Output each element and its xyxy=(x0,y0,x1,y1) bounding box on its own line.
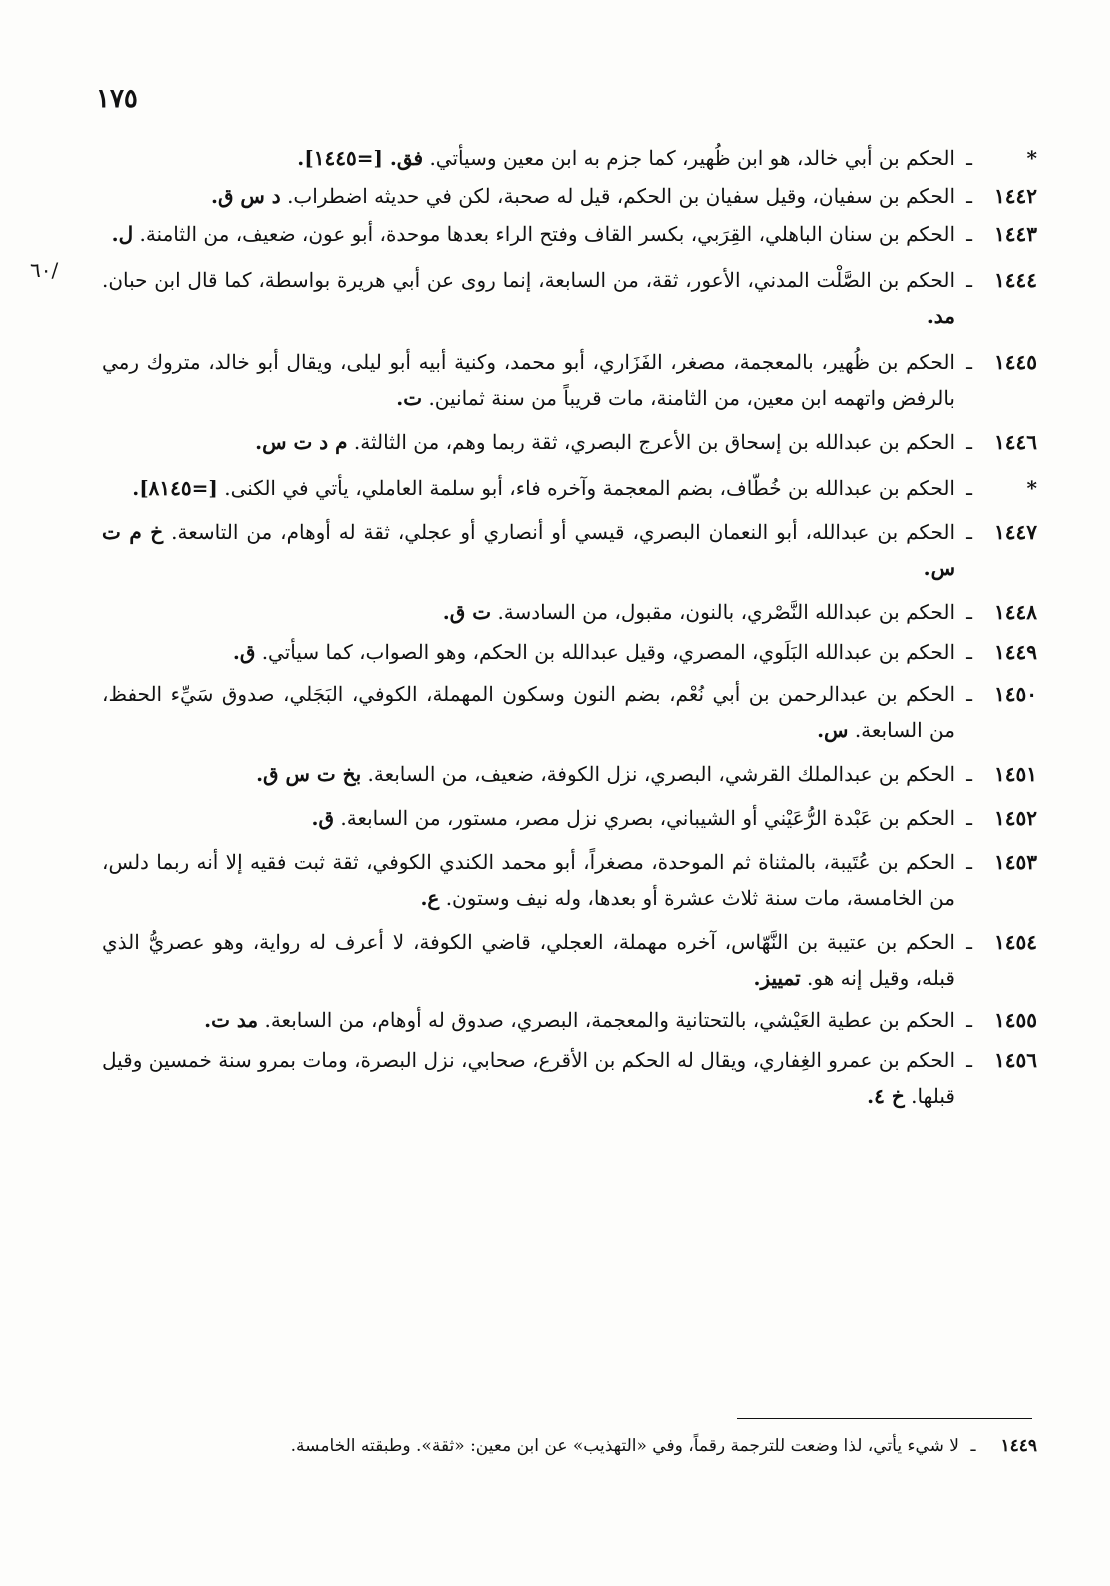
entry-codes: ت. xyxy=(396,386,423,410)
entry-text-block xyxy=(102,676,955,748)
entry-text-block xyxy=(102,1042,955,1114)
entry-text-block xyxy=(102,924,955,996)
entry-codes: س. xyxy=(817,718,849,742)
entry-dash: ـ xyxy=(966,476,972,500)
entry-text-block xyxy=(102,634,955,670)
entry-text: الحكم بن الصَّلْت المدني، الأعور، ثقة، من السابعة، إنما روى عن أبي هريرة بواسطة، كما قال ابن حبان. xyxy=(102,268,955,292)
entry-number: ١٤٥٦ xyxy=(994,1048,1037,1072)
entry-dash: ـ xyxy=(966,762,972,786)
entry-text: الحكم بن عطية العَيْشي، بالتحتانية والمعجمة، البصري، صدوق له أوهام، من السابعة. xyxy=(264,1008,955,1032)
entry-number: ١٤٥٠ xyxy=(994,682,1037,706)
entry-row xyxy=(102,756,1037,792)
margin-note: ٦٠/ xyxy=(30,258,59,282)
entry-dash: ـ xyxy=(966,1048,972,1072)
entry-row xyxy=(102,1042,1037,1114)
entry-text-block xyxy=(102,514,955,586)
footnote-divider xyxy=(737,1418,1032,1419)
entry-dash: ـ xyxy=(966,850,972,874)
entry-text: الحكم بن أبي خالد، هو ابن ظُهير، كما جزم به ابن معين وسيأتي. xyxy=(429,146,955,170)
entry-row xyxy=(102,514,1037,586)
entry-dash: ـ xyxy=(966,682,972,706)
entry-dash: ـ xyxy=(966,268,972,292)
entry-codes: ع. xyxy=(420,886,440,910)
entry-dash: ـ xyxy=(966,222,972,246)
entry-text-block xyxy=(102,140,955,176)
entry-codes: بخ ت س ق. xyxy=(256,762,362,786)
entry-dash: ـ xyxy=(966,350,972,374)
footnote-text: لا شيء يأتي، لذا وضعت للترجمة رقماً، وفي «التهذيب» عن ابن معين: «ثقة». وطبقته الخامسة. xyxy=(290,1436,959,1456)
entry-dash: ـ xyxy=(966,146,972,170)
footnote xyxy=(102,1432,1037,1460)
entry-row xyxy=(102,676,1037,748)
entry-text-block xyxy=(102,424,955,460)
entry-text-block xyxy=(102,844,955,916)
entry-number: ١٤٤٧ xyxy=(994,520,1037,544)
entry-row xyxy=(102,844,1037,916)
entry-number: ١٤٤٥ xyxy=(994,350,1037,374)
entry-text: الحكم بن عبدالله، أبو النعمان البصري، قيسي أو أنصاري أو عجلي، ثقة له أوهام، من التاسعة. xyxy=(171,520,956,544)
entry-text-block xyxy=(102,178,955,214)
entry-number: * xyxy=(1026,146,1037,170)
entry-text: الحكم بن عبدالله البَلَوي، المصري، وقيل عبدالله بن الحكم، وهو الصواب، كما سيأتي. xyxy=(261,640,955,664)
entry-text-block xyxy=(102,1002,955,1038)
entry-text: الحكم بن عُتَيبة، بالمثناة ثم الموحدة، مصغراً، أبو محمد الكندي الكوفي، ثقة ثبت فقيه إلا أنه ربما دلس، من الخامسة، مات سنة ثلاث عشرة أو بعدها، وله نيف وستون. xyxy=(102,850,955,910)
entry-row xyxy=(102,344,1037,416)
entry-number: ١٤٥٢ xyxy=(994,806,1037,830)
entry-number: ١٤٥٣ xyxy=(994,850,1037,874)
biography-entries xyxy=(102,140,1037,1114)
entry-number: ١٤٤٦ xyxy=(994,430,1037,454)
entry-row xyxy=(102,140,1037,176)
entry-text-block xyxy=(102,262,955,334)
entry-number: ١٤٤٩ xyxy=(994,640,1037,664)
entry-text: الحكم بن سفيان، وقيل سفيان بن الحكم، قيل له صحبة، لكن في حديثه اضطراب. xyxy=(287,184,955,208)
entry-text-block xyxy=(102,470,955,506)
entry-text: الحكم بن عبدالرحمن بن أبي نُعْم، بضم النون وسكون المهملة، الكوفي، البَجَلي، صدوق سَيِّء الحفظ، من السابعة. xyxy=(102,682,955,742)
entry-number: ١٤٤٢ xyxy=(994,184,1037,208)
entry-dash: ـ xyxy=(966,1008,972,1032)
entry-text-block xyxy=(102,756,955,792)
entry-number: * xyxy=(1026,476,1037,500)
entry-text: الحكم بن عمرو الغِفاري، ويقال له الحكم بن الأقرع، صحابي، نزل البصرة، ومات بمرو سنة خمسين وقيل قبلها. xyxy=(102,1048,955,1108)
entry-number: ١٤٤٤ xyxy=(994,268,1037,292)
entry-text-block xyxy=(102,216,955,252)
entry-dash: ـ xyxy=(966,640,972,664)
entry-dash: ـ xyxy=(966,930,972,954)
entry-text: الحكم بن عبدالله بن إسحاق بن الأعرج البصري، ثقة ربما وهم، من الثالثة. xyxy=(353,430,955,454)
entry-row xyxy=(102,924,1037,996)
entry-dash: ـ xyxy=(966,806,972,830)
entry-codes: ق. xyxy=(311,806,334,830)
entry-text: الحكم بن سنان الباهلي، القِرَبي، بكسر القاف وفتح الراء بعدها موحدة، أبو عون، ضعيف، من الثامنة. xyxy=(139,222,955,246)
entry-codes: م د ت س. xyxy=(255,430,348,454)
entry-row xyxy=(102,178,1037,214)
footnote-number: ١٤٤٩ xyxy=(1000,1436,1037,1456)
entry-dash: ـ xyxy=(966,430,972,454)
entry-codes: مد ت. xyxy=(204,1008,259,1032)
entry-text-block xyxy=(102,594,955,630)
entry-codes: مد. xyxy=(926,304,955,328)
entry-number: ١٤٥٤ xyxy=(994,930,1037,954)
entry-number: ١٤٤٣ xyxy=(994,222,1037,246)
entry-codes: ت ق. xyxy=(442,600,492,624)
footnote-dash: ـ xyxy=(970,1436,976,1456)
entry-codes: تمييز. xyxy=(753,966,801,990)
entry-text: الحكم بن عبدالله بن خُطّاف، بضم المعجمة وآخره فاء، أبو سلمة العاملي، يأتي في الكنى. xyxy=(224,476,955,500)
entry-row xyxy=(102,216,1037,252)
entry-row xyxy=(102,800,1037,836)
entry-text: الحكم بن ظُهير، بالمعجمة، مصغر، الفَزَاري، أبو محمد، وكنية أبيه أبو ليلى، ويقال أبو خالد، متروك رمي بالرفض واتهمه ابن معين، من الثامنة، مات قريباً من سنة ثمانين. xyxy=(102,350,955,410)
entry-codes: فق. [=١٤٤٥]. xyxy=(297,146,424,170)
entry-dash: ـ xyxy=(966,600,972,624)
page-number: ١٧٥ xyxy=(96,84,138,114)
entry-row xyxy=(102,470,1037,506)
entry-text: الحكم بن عبدالملك القرشي، البصري، نزل الكوفة، ضعيف، من السابعة. xyxy=(367,762,955,786)
entry-row xyxy=(102,594,1037,630)
entry-codes: ل. xyxy=(111,222,134,246)
entry-codes: ق. xyxy=(232,640,256,664)
entry-row xyxy=(102,424,1037,460)
entry-codes: د س ق. xyxy=(210,184,281,208)
entry-dash: ـ xyxy=(966,184,972,208)
entry-row xyxy=(102,1002,1037,1038)
entry-dash: ـ xyxy=(966,520,972,544)
entry-codes: [=٨١٤٥]. xyxy=(132,476,218,500)
entry-row xyxy=(102,634,1037,670)
entry-number: ١٤٥٥ xyxy=(994,1008,1037,1032)
entry-text: الحكم بن عَبْدة الرُّعَيْني أو الشيباني، بصري نزل مصر، مستور، من السابعة. xyxy=(340,806,955,830)
entry-codes: خ ٤. xyxy=(867,1084,905,1108)
entry-codes: خ م ت س. xyxy=(102,520,955,580)
entry-text-block xyxy=(102,344,955,416)
entry-text-block xyxy=(102,800,955,836)
entry-number: ١٤٤٨ xyxy=(994,600,1037,624)
entry-number: ١٤٥١ xyxy=(994,762,1037,786)
entry-row xyxy=(102,262,1037,334)
entry-text: الحكم بن عتيبة بن النَّهّاس، آخره مهملة، العجلي، قاضي الكوفة، لا أعرف له رواية، وهو عصريُّ الذي قبله، وقيل إنه هو. xyxy=(102,930,955,990)
entry-text: الحكم بن عبدالله النَّصْري، بالنون، مقبول، من السادسة. xyxy=(497,600,955,624)
